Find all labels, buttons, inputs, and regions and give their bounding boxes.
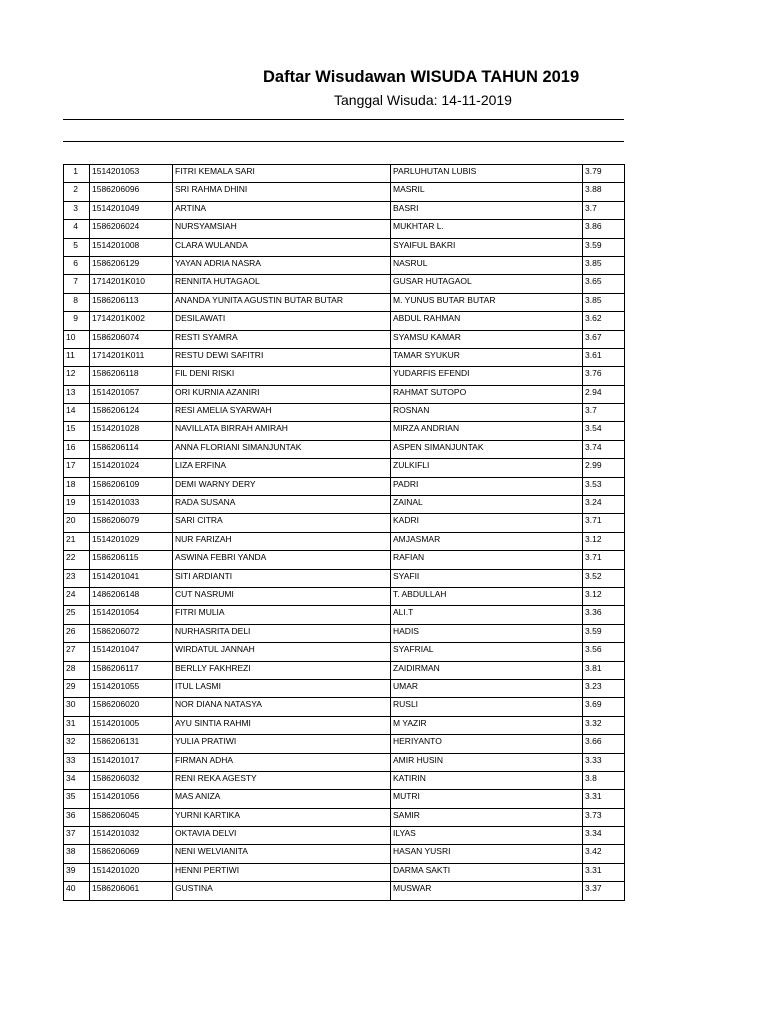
gpa-value: 3.66 [583, 735, 625, 753]
row-number: 38 [64, 845, 90, 863]
table-row [64, 477, 625, 495]
table-row [64, 496, 625, 514]
parent-name: SYAMSU KAMAR [391, 330, 583, 348]
row-number: 1 [64, 165, 90, 183]
row-number: 13 [64, 385, 90, 403]
student-name: ORI KURNIA AZANIRI [173, 385, 391, 403]
student-id: 1586206024 [90, 220, 173, 238]
student-name: NURSYAMSIAH [173, 220, 391, 238]
student-id: 1586206118 [90, 367, 173, 385]
gpa-value: 3.85 [583, 293, 625, 311]
student-name: RESTU DEWI SAFITRI [173, 348, 391, 366]
student-id: 1514201041 [90, 569, 173, 587]
row-number: 10 [64, 330, 90, 348]
student-id: 1586206117 [90, 661, 173, 679]
gpa-value: 3.71 [583, 551, 625, 569]
gpa-value: 2.94 [583, 385, 625, 403]
table-row [64, 643, 625, 661]
graduates-table-body [64, 165, 625, 901]
gpa-value: 3.7 [583, 201, 625, 219]
student-id: 1586206114 [90, 440, 173, 458]
table-row [64, 882, 625, 900]
parent-name: GUSAR HUTAGAOL [391, 275, 583, 293]
student-id: 1514201057 [90, 385, 173, 403]
row-number: 2 [64, 183, 90, 201]
student-id: 1514201049 [90, 201, 173, 219]
parent-name: ILYAS [391, 827, 583, 845]
row-number: 31 [64, 716, 90, 734]
student-id: 1514201053 [90, 165, 173, 183]
gpa-value: 3.31 [583, 863, 625, 881]
row-number: 30 [64, 698, 90, 716]
student-id: 1586206096 [90, 183, 173, 201]
student-id: 1714201K011 [90, 348, 173, 366]
row-number: 19 [64, 496, 90, 514]
row-number: 18 [64, 477, 90, 495]
student-name: NURHASRITA DELI [173, 624, 391, 642]
table-row [64, 532, 625, 550]
student-name: AYU SINTIA RAHMI [173, 716, 391, 734]
row-number: 33 [64, 753, 90, 771]
graduation-date: Tanggal Wisuda: 14-11-2019 [334, 92, 512, 108]
parent-name: KADRI [391, 514, 583, 532]
student-name: ASWINA FEBRI YANDA [173, 551, 391, 569]
parent-name: RAFIAN [391, 551, 583, 569]
student-name: DEMI WARNY DERY [173, 477, 391, 495]
table-row [64, 256, 625, 274]
row-number: 28 [64, 661, 90, 679]
row-number: 25 [64, 606, 90, 624]
parent-name: M YAZIR [391, 716, 583, 734]
student-id: 1514201017 [90, 753, 173, 771]
student-id: 1514201005 [90, 716, 173, 734]
header-divider-top [63, 119, 624, 120]
table-row [64, 293, 625, 311]
parent-name: ALI.T [391, 606, 583, 624]
student-name: RENI REKA AGESTY [173, 771, 391, 789]
gpa-value: 3.73 [583, 808, 625, 826]
gpa-value: 3.56 [583, 643, 625, 661]
student-id: 1586206045 [90, 808, 173, 826]
student-name: FIRMAN ADHA [173, 753, 391, 771]
gpa-value: 3.33 [583, 753, 625, 771]
table-row [64, 514, 625, 532]
parent-name: T. ABDULLAH [391, 587, 583, 605]
student-name: ARTINA [173, 201, 391, 219]
row-number: 23 [64, 569, 90, 587]
student-name: FITRI MULIA [173, 606, 391, 624]
row-number: 29 [64, 679, 90, 697]
parent-name: MASRIL [391, 183, 583, 201]
parent-name: PARLUHUTAN LUBIS [391, 165, 583, 183]
parent-name: SAMIR [391, 808, 583, 826]
header-divider-bottom [63, 141, 624, 142]
gpa-value: 3.86 [583, 220, 625, 238]
student-name: YURNI KARTIKA [173, 808, 391, 826]
table-row [64, 404, 625, 422]
table-row [64, 845, 625, 863]
row-number: 11 [64, 348, 90, 366]
table-row [64, 459, 625, 477]
row-number: 26 [64, 624, 90, 642]
row-number: 35 [64, 790, 90, 808]
gpa-value: 3.81 [583, 661, 625, 679]
parent-name: ASPEN SIMANJUNTAK [391, 440, 583, 458]
student-name: NAVILLATA BIRRAH AMIRAH [173, 422, 391, 440]
gpa-value: 3.32 [583, 716, 625, 734]
graduates-table [63, 164, 625, 901]
row-number: 27 [64, 643, 90, 661]
table-row [64, 624, 625, 642]
gpa-value: 3.52 [583, 569, 625, 587]
table-row [64, 348, 625, 366]
table-row [64, 367, 625, 385]
row-number: 21 [64, 532, 90, 550]
student-name: ITUL LASMI [173, 679, 391, 697]
gpa-value: 3.34 [583, 827, 625, 845]
gpa-value: 3.85 [583, 256, 625, 274]
row-number: 32 [64, 735, 90, 753]
student-id: 1586206074 [90, 330, 173, 348]
student-id: 1586206032 [90, 771, 173, 789]
student-name: RENNITA HUTAGAOL [173, 275, 391, 293]
student-id: 1586206061 [90, 882, 173, 900]
gpa-value: 3.76 [583, 367, 625, 385]
table-row [64, 275, 625, 293]
parent-name: YUDARFIS EFENDI [391, 367, 583, 385]
row-number: 20 [64, 514, 90, 532]
row-number: 5 [64, 238, 90, 256]
parent-name: DARMA SAKTI [391, 863, 583, 881]
student-id: 1514201056 [90, 790, 173, 808]
gpa-value: 3.42 [583, 845, 625, 863]
gpa-value: 3.37 [583, 882, 625, 900]
student-id: 1714201K002 [90, 312, 173, 330]
gpa-value: 3.7 [583, 404, 625, 422]
table-row [64, 569, 625, 587]
row-number: 6 [64, 256, 90, 274]
parent-name: HERIYANTO [391, 735, 583, 753]
student-name: NOR DIANA NATASYA [173, 698, 391, 716]
student-name: GUSTINA [173, 882, 391, 900]
student-id: 1514201028 [90, 422, 173, 440]
row-number: 16 [64, 440, 90, 458]
parent-name: RUSLI [391, 698, 583, 716]
parent-name: NASRUL [391, 256, 583, 274]
student-name: SITI ARDIANTI [173, 569, 391, 587]
parent-name: AMJASMAR [391, 532, 583, 550]
table-row [64, 238, 625, 256]
table-row [64, 863, 625, 881]
gpa-value: 2.99 [583, 459, 625, 477]
student-name: DESILAWATI [173, 312, 391, 330]
table-row [64, 201, 625, 219]
parent-name: HADIS [391, 624, 583, 642]
document-title: Daftar Wisudawan WISUDA TAHUN 2019 [263, 68, 580, 86]
table-row [64, 735, 625, 753]
gpa-value: 3.88 [583, 183, 625, 201]
student-id: 1586206131 [90, 735, 173, 753]
row-number: 4 [64, 220, 90, 238]
gpa-value: 3.12 [583, 587, 625, 605]
row-number: 36 [64, 808, 90, 826]
student-name: ANANDA YUNITA AGUSTIN BUTAR BUTAR [173, 293, 391, 311]
gpa-value: 3.65 [583, 275, 625, 293]
table-row [64, 220, 625, 238]
student-name: SARI CITRA [173, 514, 391, 532]
student-id: 1586206113 [90, 293, 173, 311]
student-name: LIZA ERFINA [173, 459, 391, 477]
parent-name: MUSWAR [391, 882, 583, 900]
student-id: 1514201029 [90, 532, 173, 550]
table-row [64, 385, 625, 403]
parent-name: SYAFRIAL [391, 643, 583, 661]
parent-name: RAHMAT SUTOPO [391, 385, 583, 403]
student-name: FIL DENI RISKI [173, 367, 391, 385]
student-id: 1486206148 [90, 587, 173, 605]
table-row [64, 661, 625, 679]
row-number: 22 [64, 551, 90, 569]
gpa-value: 3.36 [583, 606, 625, 624]
row-number: 12 [64, 367, 90, 385]
student-name: SRI RAHMA DHINI [173, 183, 391, 201]
row-number: 3 [64, 201, 90, 219]
parent-name: ZAINAL [391, 496, 583, 514]
gpa-value: 3.31 [583, 790, 625, 808]
gpa-value: 3.74 [583, 440, 625, 458]
gpa-value: 3.67 [583, 330, 625, 348]
row-number: 9 [64, 312, 90, 330]
gpa-value: 3.62 [583, 312, 625, 330]
parent-name: AMIR HUSIN [391, 753, 583, 771]
table-row [64, 790, 625, 808]
student-id: 1586206069 [90, 845, 173, 863]
student-name: CLARA WULANDA [173, 238, 391, 256]
row-number: 40 [64, 882, 90, 900]
table-row [64, 183, 625, 201]
parent-name: SYAIFUL BAKRI [391, 238, 583, 256]
student-id: 1514201020 [90, 863, 173, 881]
parent-name: UMAR [391, 679, 583, 697]
student-name: ANNA FLORIANI SIMANJUNTAK [173, 440, 391, 458]
table-row [64, 698, 625, 716]
table-row [64, 716, 625, 734]
student-id: 1514201047 [90, 643, 173, 661]
gpa-value: 3.24 [583, 496, 625, 514]
student-name: WIRDATUL JANNAH [173, 643, 391, 661]
row-number: 37 [64, 827, 90, 845]
gpa-value: 3.54 [583, 422, 625, 440]
student-name: CUT NASRUMI [173, 587, 391, 605]
table-row [64, 679, 625, 697]
student-name: OKTAVIA DELVI [173, 827, 391, 845]
student-id: 1586206072 [90, 624, 173, 642]
parent-name: ROSNAN [391, 404, 583, 422]
row-number: 39 [64, 863, 90, 881]
student-id: 1586206020 [90, 698, 173, 716]
student-name: NENI WELVIANITA [173, 845, 391, 863]
gpa-value: 3.61 [583, 348, 625, 366]
student-id: 1514201032 [90, 827, 173, 845]
student-name: YULIA PRATIWI [173, 735, 391, 753]
gpa-value: 3.12 [583, 532, 625, 550]
parent-name: TAMAR SYUKUR [391, 348, 583, 366]
parent-name: ZAIDIRMAN [391, 661, 583, 679]
parent-name: MUKHTAR L. [391, 220, 583, 238]
table-row [64, 440, 625, 458]
student-id: 1514201055 [90, 679, 173, 697]
row-number: 24 [64, 587, 90, 605]
student-name: RESTI SYAMRA [173, 330, 391, 348]
parent-name: BASRI [391, 201, 583, 219]
parent-name: ABDUL RAHMAN [391, 312, 583, 330]
student-id: 1586206129 [90, 256, 173, 274]
student-name: RADA SUSANA [173, 496, 391, 514]
parent-name: M. YUNUS BUTAR BUTAR [391, 293, 583, 311]
table-row [64, 165, 625, 183]
parent-name: SYAFII [391, 569, 583, 587]
table-row [64, 606, 625, 624]
gpa-value: 3.53 [583, 477, 625, 495]
student-id: 1514201008 [90, 238, 173, 256]
gpa-value: 3.79 [583, 165, 625, 183]
student-id: 1714201K010 [90, 275, 173, 293]
parent-name: ZULKIFLI [391, 459, 583, 477]
gpa-value: 3.23 [583, 679, 625, 697]
gpa-value: 3.69 [583, 698, 625, 716]
gpa-value: 3.71 [583, 514, 625, 532]
student-id: 1586206079 [90, 514, 173, 532]
parent-name: PADRI [391, 477, 583, 495]
parent-name: KATIRIN [391, 771, 583, 789]
student-name: NUR FARIZAH [173, 532, 391, 550]
gpa-value: 3.59 [583, 624, 625, 642]
student-name: BERLLY FAKHREZI [173, 661, 391, 679]
row-number: 14 [64, 404, 90, 422]
parent-name: HASAN YUSRI [391, 845, 583, 863]
table-row [64, 330, 625, 348]
student-id: 1586206124 [90, 404, 173, 422]
student-name: MAS ANIZA [173, 790, 391, 808]
table-row [64, 312, 625, 330]
student-id: 1514201024 [90, 459, 173, 477]
row-number: 17 [64, 459, 90, 477]
table-row [64, 422, 625, 440]
student-name: FITRI KEMALA SARI [173, 165, 391, 183]
table-row [64, 808, 625, 826]
student-name: HENNI PERTIWI [173, 863, 391, 881]
row-number: 7 [64, 275, 90, 293]
student-id: 1514201054 [90, 606, 173, 624]
table-row [64, 551, 625, 569]
row-number: 15 [64, 422, 90, 440]
student-name: RESI AMELIA SYARWAH [173, 404, 391, 422]
row-number: 8 [64, 293, 90, 311]
student-id: 1514201033 [90, 496, 173, 514]
table-row [64, 827, 625, 845]
gpa-value: 3.59 [583, 238, 625, 256]
student-id: 1586206109 [90, 477, 173, 495]
table-row [64, 771, 625, 789]
student-id: 1586206115 [90, 551, 173, 569]
student-name: YAYAN ADRIA NASRA [173, 256, 391, 274]
gpa-value: 3.8 [583, 771, 625, 789]
parent-name: MIRZA ANDRIAN [391, 422, 583, 440]
parent-name: MUTRI [391, 790, 583, 808]
table-row [64, 587, 625, 605]
row-number: 34 [64, 771, 90, 789]
table-row [64, 753, 625, 771]
